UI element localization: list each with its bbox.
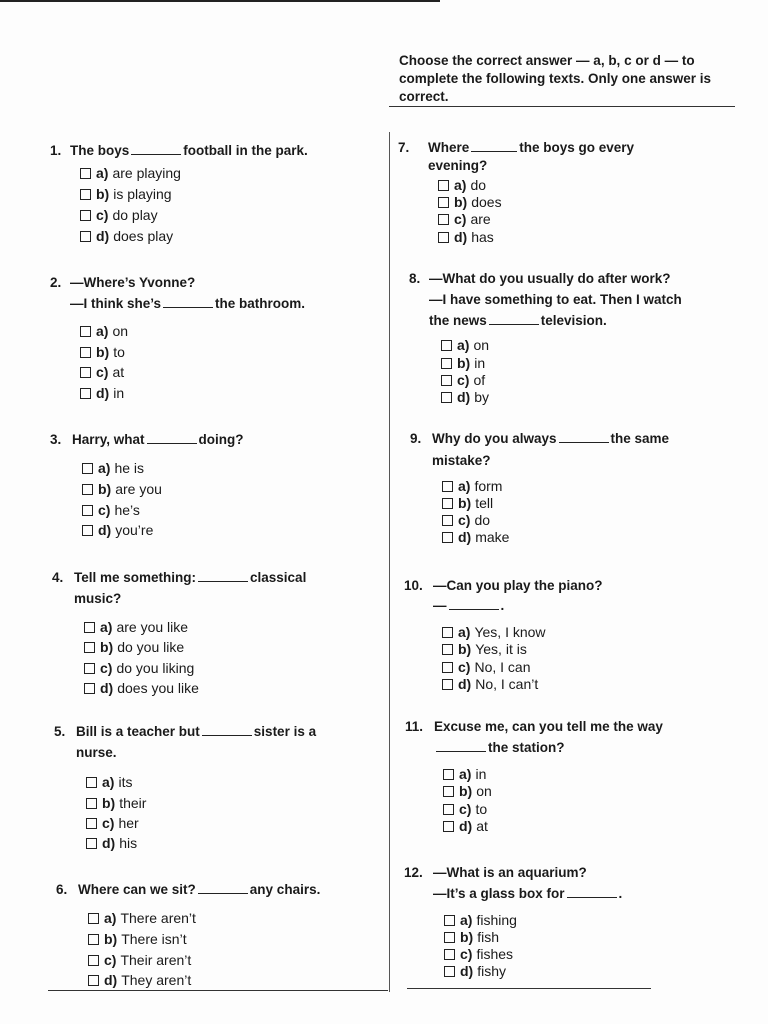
option-text: are — [470, 211, 491, 227]
option-letter: d) — [102, 835, 116, 851]
checkbox-icon[interactable] — [438, 214, 449, 225]
option-text: There isn’t — [121, 931, 187, 947]
checkbox-icon[interactable] — [441, 392, 452, 403]
option-letter: a) — [102, 774, 115, 790]
option-letter: d) — [454, 229, 468, 245]
answer-option[interactable] — [80, 228, 173, 245]
option-letter: c) — [98, 502, 111, 518]
question-text-line — [52, 567, 306, 588]
checkbox-icon[interactable] — [443, 769, 454, 780]
answer-blank — [559, 430, 609, 443]
option-letter: c) — [460, 946, 473, 962]
option-letter: d) — [100, 680, 114, 696]
option-letter: b) — [104, 931, 118, 947]
answer-option[interactable] — [443, 766, 486, 783]
question-number: 12. — [404, 865, 423, 880]
checkbox-icon[interactable] — [86, 838, 97, 849]
answer-option[interactable] — [80, 385, 124, 402]
answer-option[interactable] — [88, 952, 191, 969]
question-text: doing? — [198, 432, 244, 447]
checkbox-icon[interactable] — [444, 966, 455, 977]
option-letter: b) — [458, 641, 472, 657]
checkbox-icon[interactable] — [88, 934, 99, 945]
checkbox-icon[interactable] — [438, 232, 449, 243]
checkbox-icon[interactable] — [82, 463, 93, 474]
option-text: does — [471, 194, 502, 210]
answer-option[interactable] — [84, 660, 194, 677]
question-text: the station? — [488, 740, 565, 755]
option-letter: a) — [98, 460, 111, 476]
answer-option[interactable] — [88, 931, 187, 948]
question-text-line — [405, 716, 663, 737]
option-letter: a) — [96, 165, 109, 181]
checkbox-icon[interactable] — [438, 180, 449, 191]
option-letter: c) — [458, 659, 471, 675]
answer-blank — [436, 739, 486, 752]
answer-blank — [471, 139, 517, 152]
option-letter: d) — [96, 385, 110, 401]
option-text: on — [112, 323, 129, 339]
option-letter: b) — [98, 481, 112, 497]
option-text: on — [476, 783, 492, 799]
checkbox-icon[interactable] — [441, 358, 452, 369]
question-text: evening? — [428, 158, 488, 173]
option-text: of — [473, 372, 486, 388]
option-text: does you like — [117, 680, 199, 696]
option-text: fish — [477, 929, 500, 945]
option-letter: d) — [457, 389, 471, 405]
column-divider — [389, 132, 390, 992]
question-text: Excuse me, can you tell me the way — [434, 719, 663, 734]
checkbox-icon[interactable] — [86, 798, 97, 809]
option-text: you’re — [115, 522, 154, 538]
question-number: 1. — [50, 143, 62, 158]
question-text: classical — [250, 570, 307, 585]
option-letter: c) — [457, 372, 470, 388]
option-text: is playing — [113, 186, 172, 202]
option-text: does play — [113, 228, 174, 244]
option-text: form — [474, 478, 503, 494]
checkbox-icon[interactable] — [441, 340, 452, 351]
option-text: by — [474, 389, 490, 405]
option-letter: c) — [96, 364, 109, 380]
option-letter: a) — [458, 624, 471, 640]
option-letter: b) — [96, 344, 110, 360]
option-letter: b) — [458, 495, 472, 511]
answer-option[interactable] — [443, 801, 487, 818]
option-letter: a) — [104, 910, 117, 926]
question-text: —I think she’s — [70, 296, 162, 311]
question-text-line — [429, 289, 682, 310]
instructions-rule — [389, 106, 735, 107]
answer-option[interactable] — [82, 502, 140, 519]
question-text-line — [404, 862, 587, 883]
option-letter: a) — [459, 766, 472, 782]
question-text: music? — [74, 591, 122, 606]
checkbox-icon[interactable] — [84, 683, 95, 694]
checkbox-icon[interactable] — [442, 662, 453, 673]
answer-blank — [202, 723, 252, 736]
option-letter: b) — [100, 639, 114, 655]
question-text: —Can you play the piano? — [433, 578, 603, 593]
question-text-line — [409, 268, 671, 289]
question-number: 10. — [404, 578, 423, 593]
option-text: he’s — [114, 502, 140, 518]
option-letter: b) — [96, 186, 110, 202]
question-number: 5. — [54, 724, 66, 739]
question-text: Tell me something: — [74, 570, 197, 585]
question-text-line — [433, 595, 504, 616]
question-text: football in the park. — [183, 143, 308, 158]
answer-option[interactable] — [86, 795, 146, 812]
question-text: nurse. — [76, 745, 117, 760]
bottom-rule-left — [48, 990, 388, 991]
question-text: Harry, what — [72, 432, 145, 447]
checkbox-icon[interactable] — [444, 932, 455, 943]
question-text-line — [54, 721, 316, 742]
question-text: Where can we sit? — [78, 882, 196, 897]
option-text: their — [119, 795, 147, 811]
question-text-line — [429, 310, 607, 331]
answer-option[interactable] — [86, 774, 132, 791]
answer-option[interactable] — [443, 783, 492, 800]
answer-option[interactable] — [442, 624, 546, 641]
question-number: 9. — [410, 431, 422, 446]
answer-option[interactable] — [80, 344, 125, 361]
answer-blank — [489, 312, 539, 325]
answer-option[interactable] — [86, 835, 137, 852]
answer-option[interactable] — [441, 389, 489, 406]
question-text: the bathroom. — [215, 296, 306, 311]
question-number: 2. — [50, 275, 62, 290]
checkbox-icon[interactable] — [442, 515, 453, 526]
checkbox-icon[interactable] — [82, 484, 93, 495]
question-text-line — [50, 140, 308, 161]
question-number: 11. — [405, 719, 424, 734]
checkbox-icon[interactable] — [80, 367, 91, 378]
answer-option[interactable] — [442, 659, 530, 676]
answer-option[interactable] — [438, 229, 494, 246]
option-text: There aren’t — [120, 910, 196, 926]
checkbox-icon[interactable] — [443, 821, 454, 832]
answer-option[interactable] — [80, 364, 124, 381]
question-number: 4. — [52, 570, 64, 585]
checkbox-icon[interactable] — [88, 975, 99, 986]
answer-option[interactable] — [444, 963, 506, 980]
answer-option[interactable] — [444, 929, 499, 946]
question-text: sister is a — [253, 724, 317, 739]
option-letter: b) — [454, 194, 468, 210]
answer-option[interactable] — [84, 619, 188, 636]
question-text-line — [433, 883, 622, 904]
checkbox-icon[interactable] — [80, 189, 91, 200]
answer-blank — [198, 569, 248, 582]
checkbox-icon[interactable] — [443, 804, 454, 815]
question-text: television. — [540, 313, 607, 328]
question-number: 8. — [409, 271, 421, 286]
answer-option[interactable] — [441, 355, 485, 372]
checkbox-icon[interactable] — [84, 622, 95, 633]
question-text: Where — [428, 140, 470, 155]
question-text: —What do you usually do after work? — [429, 271, 671, 286]
answer-option[interactable] — [82, 481, 162, 498]
option-letter: b) — [459, 783, 473, 799]
checkbox-icon[interactable] — [82, 525, 93, 536]
checkbox-icon[interactable] — [442, 532, 453, 543]
option-text: to — [475, 801, 488, 817]
option-letter: c) — [459, 801, 472, 817]
option-letter: c) — [104, 952, 117, 968]
question-text-line — [50, 429, 244, 450]
answer-option[interactable] — [80, 165, 181, 182]
answer-option[interactable] — [80, 207, 158, 224]
checkbox-icon[interactable] — [88, 913, 99, 924]
option-letter: d) — [98, 522, 112, 538]
checkbox-icon[interactable] — [86, 818, 97, 829]
question-text: the boys go every — [519, 140, 635, 155]
checkbox-icon[interactable] — [80, 347, 91, 358]
answer-blank — [163, 295, 213, 308]
question-text: — — [433, 598, 447, 613]
option-text: No, I can — [474, 659, 531, 675]
option-letter: d) — [458, 529, 472, 545]
checkbox-icon[interactable] — [443, 786, 454, 797]
question-text: —Where’s Yvonne? — [70, 275, 196, 290]
question-text-line — [74, 588, 121, 609]
answer-option[interactable] — [82, 460, 144, 477]
option-text: to — [113, 344, 125, 360]
answer-option[interactable] — [84, 680, 199, 697]
option-letter: a) — [460, 912, 473, 928]
question-text: Why do you always — [432, 431, 557, 446]
option-text: on — [473, 337, 490, 353]
option-text: at — [112, 364, 125, 380]
question-number: 6. — [56, 882, 68, 897]
answer-option[interactable] — [88, 910, 196, 927]
answer-option[interactable] — [442, 641, 527, 658]
option-letter: c) — [458, 512, 471, 528]
option-text: do you liking — [116, 660, 195, 676]
question-text-line — [56, 879, 320, 900]
option-letter: c) — [102, 815, 115, 831]
question-text: . — [618, 886, 623, 901]
option-letter: d) — [96, 228, 110, 244]
option-text: its — [118, 774, 133, 790]
answer-option[interactable] — [442, 512, 490, 529]
answer-option[interactable] — [88, 972, 191, 989]
question-text: . — [500, 598, 505, 613]
question-text: —I have something to eat. Then I watch — [429, 292, 682, 307]
answer-option[interactable] — [444, 946, 513, 963]
option-text: Their aren’t — [120, 952, 192, 968]
option-text: fishing — [476, 912, 517, 928]
answer-option[interactable] — [86, 815, 139, 832]
answer-blank — [449, 597, 499, 610]
option-text: do play — [112, 207, 158, 223]
option-text: her — [118, 815, 139, 831]
option-text: in — [475, 766, 487, 782]
bottom-rule-right — [407, 988, 651, 989]
checkbox-icon[interactable] — [88, 955, 99, 966]
question-text: The boys — [70, 143, 130, 158]
checkbox-icon[interactable] — [80, 388, 91, 399]
option-letter: c) — [100, 660, 113, 676]
checkbox-icon[interactable] — [80, 326, 91, 337]
option-text: his — [119, 835, 138, 851]
option-letter: c) — [96, 207, 109, 223]
option-letter: d) — [459, 818, 473, 834]
answer-option[interactable] — [438, 194, 502, 211]
option-text: he is — [114, 460, 145, 476]
checkbox-icon[interactable] — [80, 168, 91, 179]
option-letter: d) — [104, 972, 118, 988]
checkbox-icon[interactable] — [442, 481, 453, 492]
answer-option[interactable] — [84, 639, 184, 656]
answer-blank — [567, 885, 617, 898]
option-text: make — [475, 529, 510, 545]
checkbox-icon[interactable] — [84, 663, 95, 674]
checkbox-icon[interactable] — [441, 375, 452, 386]
checkbox-icon[interactable] — [444, 949, 455, 960]
option-letter: d) — [458, 676, 472, 692]
answer-option[interactable] — [442, 478, 502, 495]
option-text: They aren’t — [121, 972, 192, 988]
question-text-line — [76, 742, 117, 763]
option-text: No, I can’t — [475, 676, 539, 692]
question-text: Bill is a teacher but — [76, 724, 200, 739]
question-text: mistake? — [432, 453, 491, 468]
answer-option[interactable] — [442, 495, 493, 512]
option-letter: b) — [102, 795, 116, 811]
checkbox-icon[interactable] — [80, 231, 91, 242]
question-text: —What is an aquarium? — [433, 865, 587, 880]
option-text: in — [113, 385, 125, 401]
option-text: do — [470, 177, 487, 193]
checkbox-icon[interactable] — [444, 915, 455, 926]
option-letter: a) — [100, 619, 113, 635]
answer-option[interactable] — [438, 211, 491, 228]
question-text: the same — [610, 431, 670, 446]
question-text: any chairs. — [249, 882, 321, 897]
option-text: in — [474, 355, 486, 371]
answer-blank — [198, 881, 248, 894]
checkbox-icon[interactable] — [442, 644, 453, 655]
checkbox-icon[interactable] — [442, 679, 453, 690]
question-text-line — [410, 428, 669, 449]
instructions-heading: Choose the correct answer — a, b, c or d — to complete the following texts. Only one answer is correct. — [399, 53, 712, 104]
question-text-line — [70, 293, 305, 314]
answer-option[interactable] — [80, 186, 172, 203]
question-text-line — [50, 272, 195, 293]
option-letter: d) — [460, 963, 474, 979]
answer-option[interactable] — [443, 818, 488, 835]
option-text: are you like — [116, 619, 189, 635]
checkbox-icon[interactable] — [442, 498, 453, 509]
question-text-line — [434, 737, 565, 758]
answer-option[interactable] — [80, 323, 128, 340]
option-letter: b) — [460, 929, 474, 945]
option-text: fishy — [477, 963, 507, 979]
option-letter: b) — [457, 355, 471, 371]
option-text: Yes, I know — [474, 624, 546, 640]
option-letter: a) — [457, 337, 470, 353]
question-text: the news — [429, 313, 487, 328]
option-letter: c) — [454, 211, 467, 227]
checkbox-icon[interactable] — [84, 642, 95, 653]
checkbox-icon[interactable] — [86, 777, 97, 788]
checkbox-icon[interactable] — [82, 505, 93, 516]
answer-option[interactable] — [82, 522, 153, 539]
checkbox-icon[interactable] — [438, 197, 449, 208]
option-text: are you — [115, 481, 162, 497]
option-text: fishes — [476, 946, 514, 962]
option-text: at — [476, 818, 488, 834]
option-text: Yes, it is — [475, 641, 527, 657]
answer-option[interactable] — [438, 177, 486, 194]
checkbox-icon[interactable] — [80, 210, 91, 221]
option-text: do — [474, 512, 491, 528]
option-letter: a) — [96, 323, 109, 339]
question-number: 7. — [398, 140, 410, 155]
answer-option[interactable] — [441, 372, 485, 389]
question-text-line — [428, 155, 487, 176]
question-text: —It’s a glass box for — [433, 886, 565, 901]
answer-option[interactable] — [441, 337, 489, 354]
question-text-line — [432, 450, 491, 471]
option-text: do you like — [117, 639, 185, 655]
option-text: has — [471, 229, 494, 245]
answer-option[interactable] — [442, 676, 538, 693]
answer-option[interactable] — [444, 912, 517, 929]
question-text-line — [404, 575, 603, 596]
option-text: are playing — [112, 165, 181, 181]
top-rule — [0, 0, 440, 2]
checkbox-icon[interactable] — [442, 627, 453, 638]
option-text: tell — [475, 495, 494, 511]
question-number: 3. — [50, 432, 62, 447]
answer-option[interactable] — [442, 529, 509, 546]
option-letter: a) — [458, 478, 471, 494]
answer-blank — [131, 142, 181, 155]
option-letter: a) — [454, 177, 467, 193]
answer-blank — [147, 431, 197, 444]
